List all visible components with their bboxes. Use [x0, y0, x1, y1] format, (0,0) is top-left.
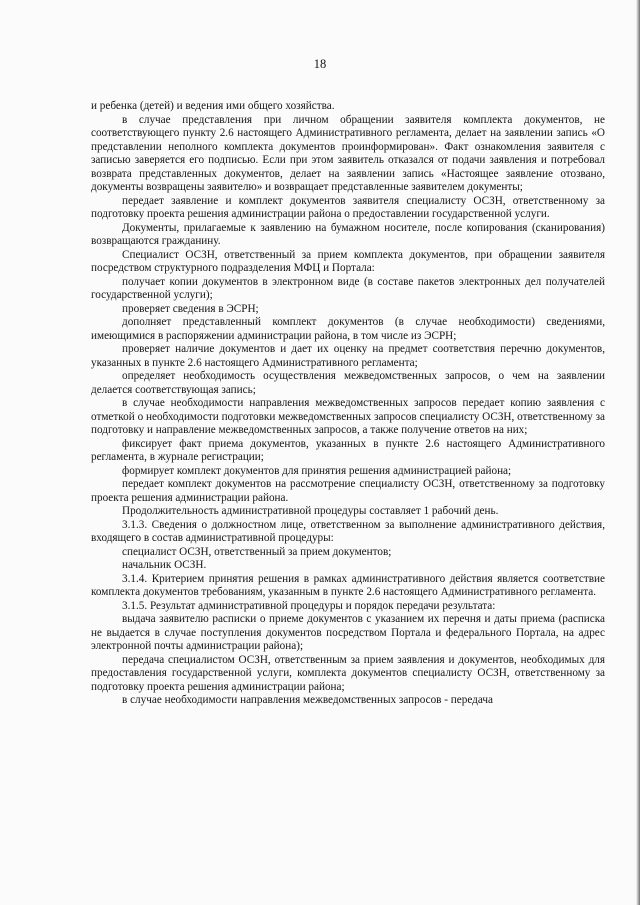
paragraph: проверяет сведения в ЭСРН; [122, 302, 259, 315]
paragraph: дополняет представленный комплект документов (в случае необходимости) сведениями, имеющимися в распоряжении администрации района, в том числе из ЭСРН; [91, 316, 605, 342]
paragraph: формирует комплект документов для принятия решения администрацией района; [122, 464, 512, 477]
page-number: 18 [313, 57, 327, 71]
paragraph: проверяет наличие документов и дает их оценку на предмет соответствия перечню документов, указанных в пункте 2.6 настоящего Административного регламента; [91, 343, 605, 369]
paragraph: Документы, прилагаемые к заявлению на бумажном носителе, после копирования (сканирования) возвращаются гражданину. [91, 221, 605, 247]
paragraph: и ребенка (детей) и ведения ими общего хозяйства. [91, 100, 335, 112]
paragraph: определяет необходимость осуществления межведомственных запросов, о чем на заявлении делается соответствующая запись; [91, 370, 605, 396]
paragraph: передает комплект документов на рассмотрение специалисту ОСЗН, ответственному за подготовку проекта решения администрации района. [91, 478, 605, 504]
paragraph: выдача заявителю расписки о приеме документов с указанием их перечня и даты приема (расписка не выдается в случае поступления документов посредством Портала и федерального Портала, на адрес электронной почты администрации района); [91, 613, 605, 652]
document-body [91, 100, 605, 708]
paragraph: передает заявление и комплект документов заявителя специалисту ОСЗН, ответственному за подготовку проекта решения администрации района о предоставлении государственной услуги. [91, 194, 605, 220]
paragraph: передача специалистом ОСЗН, ответственным за прием заявления и документов, необходимых для предоставления государственной услуги, комплекта документов специалисту ОСЗН, ответственному за подготовку проекта решения администрации района; [91, 653, 605, 693]
paragraph: Продолжительность административной процедуры составляет 1 рабочий день. [122, 505, 499, 517]
paragraph: получает копии документов в электронном виде (в составе пакетов электронных дел получателей государственной услуги); [91, 275, 605, 301]
paragraph: 3.1.4. Критерием принятия решения в рамках административного действия является соответствие комплекта документов требованиям, указанным в пункте 2.6 настоящего Административного регламента. [91, 572, 605, 598]
scan-edge-shadow [636, 0, 640, 905]
paragraph: 3.1.3. Сведения о должностном лице, ответственном за выполнение административного действия, входящего в состав административной процедуры: [91, 518, 605, 544]
paragraph: в случае представления при личном обращении заявителя комплекта документов, не соответствующего пункту 2.6 настоящего Административного регламента, делает на заявлении запись «О представлении неполного комплекта документов проинформирован». Факт ознакомления заявителя с записью заверяется его подписью. Если при этом заявитель отказался от подачи заявления и потребовал возврата представленных документов, делает на заявлении запись «Настоящее заявление отозвано, документы возвращены заявителю» и возвращает представленные заявителем документы; [91, 113, 605, 193]
paragraph: в случае необходимости направления межведомственных запросов - передача [122, 694, 493, 706]
paragraph: фиксирует факт приема документов, указанных в пункте 2.6 настоящего Административного регламента, в журнале регистрации; [91, 437, 605, 463]
paragraph: начальник ОСЗН. [122, 559, 207, 571]
paragraph: 3.1.5. Результат административной процедуры и порядок передачи результата: [122, 599, 496, 612]
paragraph: специалист ОСЗН, ответственный за прием документов; [122, 545, 392, 558]
paragraph: Специалист ОСЗН, ответственный за прием комплекта документов, при обращении заявителя посредством структурного подразделения МФЦ и Портала: [91, 248, 605, 274]
paragraph: в случае необходимости направления межведомственных запросов передает копию заявления с отметкой о необходимости подготовки межведомственных запросов специалисту ОСЗН, ответственному за подготовку и направление межведомственных запросов, а также получение ответов на них; [91, 397, 605, 436]
